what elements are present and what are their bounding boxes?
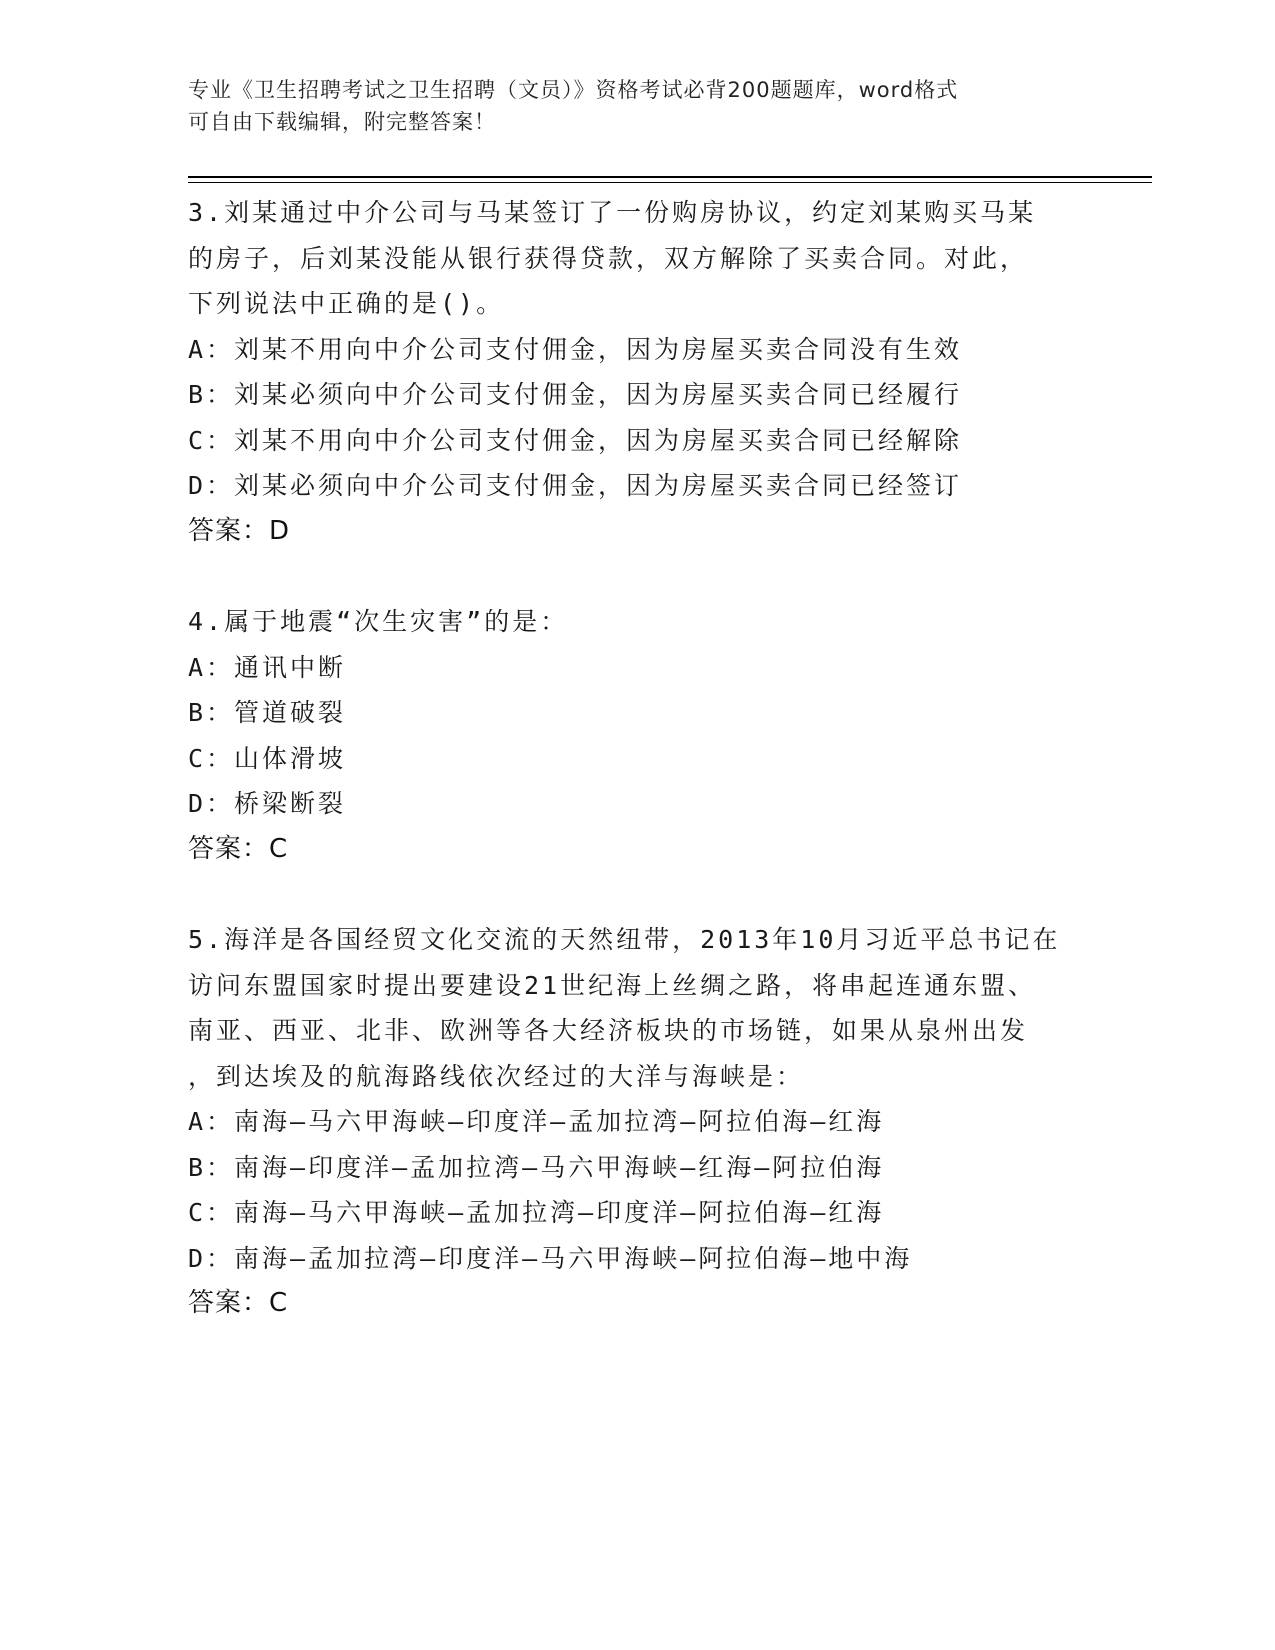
answer: 答案：C — [188, 1288, 289, 1318]
option-a: A：通讯中断 — [188, 652, 347, 682]
question-stem: 5.海洋是各国经贸文化交流的天然纽带，2013年10月习近平总书记在 — [188, 925, 1061, 954]
option-c: C：南海—马六甲海峡—孟加拉湾—印度洋—阿拉伯海—红海 — [188, 1198, 885, 1227]
option-d: D：南海—孟加拉湾—印度洋—马六甲海峡—阿拉伯海—地中海 — [188, 1243, 913, 1273]
question-3 — [188, 190, 1088, 554]
header-rule-thin — [188, 182, 1152, 183]
option-a: A：南海—马六甲海峡—印度洋—孟加拉湾—阿拉伯海—红海 — [188, 1107, 885, 1136]
option-a: A：刘某不用向中介公司支付佣金，因为房屋买卖合同没有生效 — [188, 334, 963, 364]
question-4 — [188, 599, 1088, 872]
option-b: B：刘某必须向中介公司支付佣金，因为房屋买卖合同已经履行 — [188, 380, 963, 409]
option-d: D：桥梁断裂 — [188, 789, 347, 818]
header-line: 可自由下载编辑，附完整答案！ — [188, 110, 496, 134]
option-b: B：南海—印度洋—孟加拉湾—马六甲海峡—红海—阿拉伯海 — [188, 1152, 885, 1182]
question-stem: ，到达埃及的航海路线依次经过的大洋与海峡是： — [188, 1061, 805, 1091]
spacer — [188, 554, 1088, 599]
question-stem: 3.刘某通过中介公司与马某签订了一份购房协议，约定刘某购买马某 — [188, 198, 1037, 227]
header-rule-thick — [188, 176, 1152, 178]
option-b: B：管道破裂 — [188, 698, 347, 727]
document-header — [188, 74, 1068, 138]
question-list — [188, 190, 1088, 1327]
question-stem: 南亚、西亚、北非、欧洲等各大经济板块的市场链，如果从泉州出发 — [188, 1016, 1029, 1045]
question-stem: 下列说法中正确的是()。 — [188, 289, 505, 318]
answer: 答案：C — [188, 833, 289, 864]
question-5 — [188, 917, 1088, 1327]
question-stem: 的房子，后刘某没能从银行获得贷款，双方解除了买卖合同。对此， — [188, 243, 1029, 273]
option-c: C：山体滑坡 — [188, 743, 347, 773]
answer: 答案：D — [188, 515, 291, 546]
option-c: C：刘某不用向中介公司支付佣金，因为房屋买卖合同已经解除 — [188, 425, 963, 455]
option-d: D：刘某必须向中介公司支付佣金，因为房屋买卖合同已经签订 — [188, 471, 963, 500]
question-stem: 访问东盟国家时提出要建设21世纪海上丝绸之路，将串起连通东盟、 — [188, 970, 1037, 1000]
spacer — [188, 872, 1088, 917]
question-stem: 4.属于地震“次生灾害”的是： — [188, 607, 569, 636]
header-line: 专业《卫生招聘考试之卫生招聘（文员）》资格考试必背200题题库，word格式 — [188, 78, 959, 102]
